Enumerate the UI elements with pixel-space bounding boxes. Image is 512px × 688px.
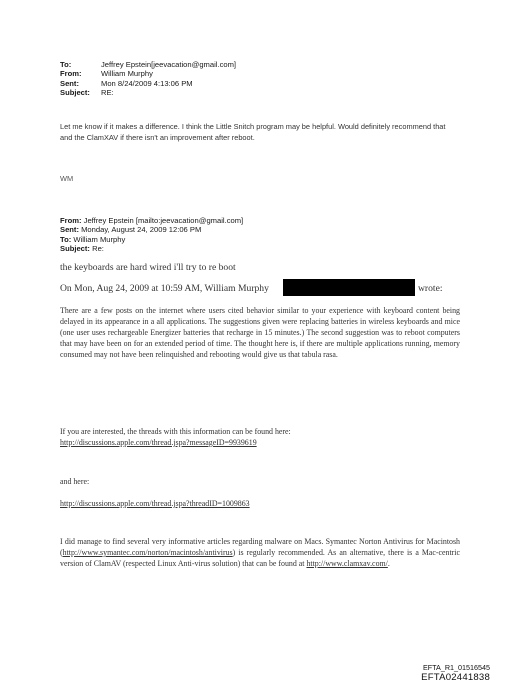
para3-text-a: I did manage to find several very informative articles regarding malware on Macs. Symantec Norton Antivirus for Macintosh ( — [60, 537, 460, 557]
header-to-row — [60, 60, 236, 69]
redaction-box — [283, 279, 415, 296]
quoted-paragraph-2: If you are interested, the threads with this information can be found here: — [60, 427, 291, 436]
header-sent-value: Mon 8/24/2009 4:13:06 PM — [101, 78, 193, 88]
reply-body: Let me know if it makes a difference. I think the Little Snitch program may be helpful. Would definitely recommend that and the ClamXAV if there isn't an improvement after reboot. — [60, 122, 446, 142]
quoted-paragraph-1: There are a few posts on the internet where users cited behavior similar to your experience with keyboard content being delayed in its appearance in a all applications. The suggestions given were replacing batteries in wireless keyboards and mice (one user uses rechargeable Energizer batteries that recharge in 15 minutes.) The second suggestion was to reboot computers that may have been on for an extended period of time. The thought here is, if there are multiple applications running, memory consumed may not have been relinquished and rebooting would give us that tabula rasa. — [60, 306, 460, 359]
header-subject-value: RE: — [101, 88, 114, 98]
quoted-to-label: To: — [60, 234, 72, 244]
thread-link-1[interactable]: http://discussions.apple.com/thread.jspa?messageID=9939619 — [60, 438, 257, 447]
header-from-row — [60, 69, 236, 78]
header-from-label: From: — [60, 69, 82, 79]
header-sent-row — [60, 79, 236, 88]
clamxav-link[interactable]: http://www.clamxav.com/ — [306, 559, 388, 568]
quote-wrote: wrote: — [418, 283, 443, 294]
header-to-value: Jeffrey Epstein[jeevacation@gmail.com] — [101, 60, 237, 69]
and-here-text: and here: — [60, 477, 90, 486]
header-sent-label: Sent: — [60, 78, 79, 88]
quoted-from-line — [60, 216, 243, 225]
epstein-reply: the keyboards are hard wired i'll try to re boot — [60, 262, 236, 273]
quoted-from-label: From: — [60, 216, 82, 225]
quoted-sent-label: Sent: — [60, 225, 79, 235]
footer-id-large: EFTA02441838 — [421, 672, 490, 683]
email-header-2 — [60, 216, 243, 254]
quote-intro: On Mon, Aug 24, 2009 at 10:59 AM, William Murphy — [60, 283, 269, 294]
header-subject-row — [60, 88, 236, 97]
quoted-subject-value: Re: — [92, 244, 104, 254]
quoted-to-line — [60, 235, 243, 244]
quoted-sent-value: Monday, August 24, 2009 12:06 PM — [81, 225, 202, 235]
header-to-label: To: — [60, 60, 72, 69]
symantec-link[interactable]: http://www.symantec.com/norton/macintosh/antivirus — [62, 548, 233, 557]
quoted-sent-line — [60, 225, 243, 234]
header-from-value: William Murphy — [101, 69, 153, 79]
footer-id-small: EFTA_R1_01516545 — [423, 663, 490, 672]
thread-link-2[interactable]: http://discussions.apple.com/thread.jspa?threadID=1009863 — [60, 499, 250, 508]
header-subject-label: Subject: — [60, 88, 90, 98]
quoted-subject-label: Subject: — [60, 244, 90, 254]
email-header-1 — [60, 60, 236, 98]
quoted-from-value: Jeffrey Epstein [mailto:jeevacation@gmail.com] — [83, 216, 244, 225]
para3-text-c: . — [387, 559, 390, 568]
quoted-paragraph-3 — [60, 536, 460, 569]
signature: WM — [60, 174, 74, 183]
quoted-to-value: William Murphy — [73, 234, 126, 244]
quoted-subject-line — [60, 244, 243, 253]
para3-text-b: ) is regularly recommended. As an alternative, there is a Mac-centric version of ClamAV (respected Linux Anti-virus solution) that can be found at — [60, 548, 460, 568]
